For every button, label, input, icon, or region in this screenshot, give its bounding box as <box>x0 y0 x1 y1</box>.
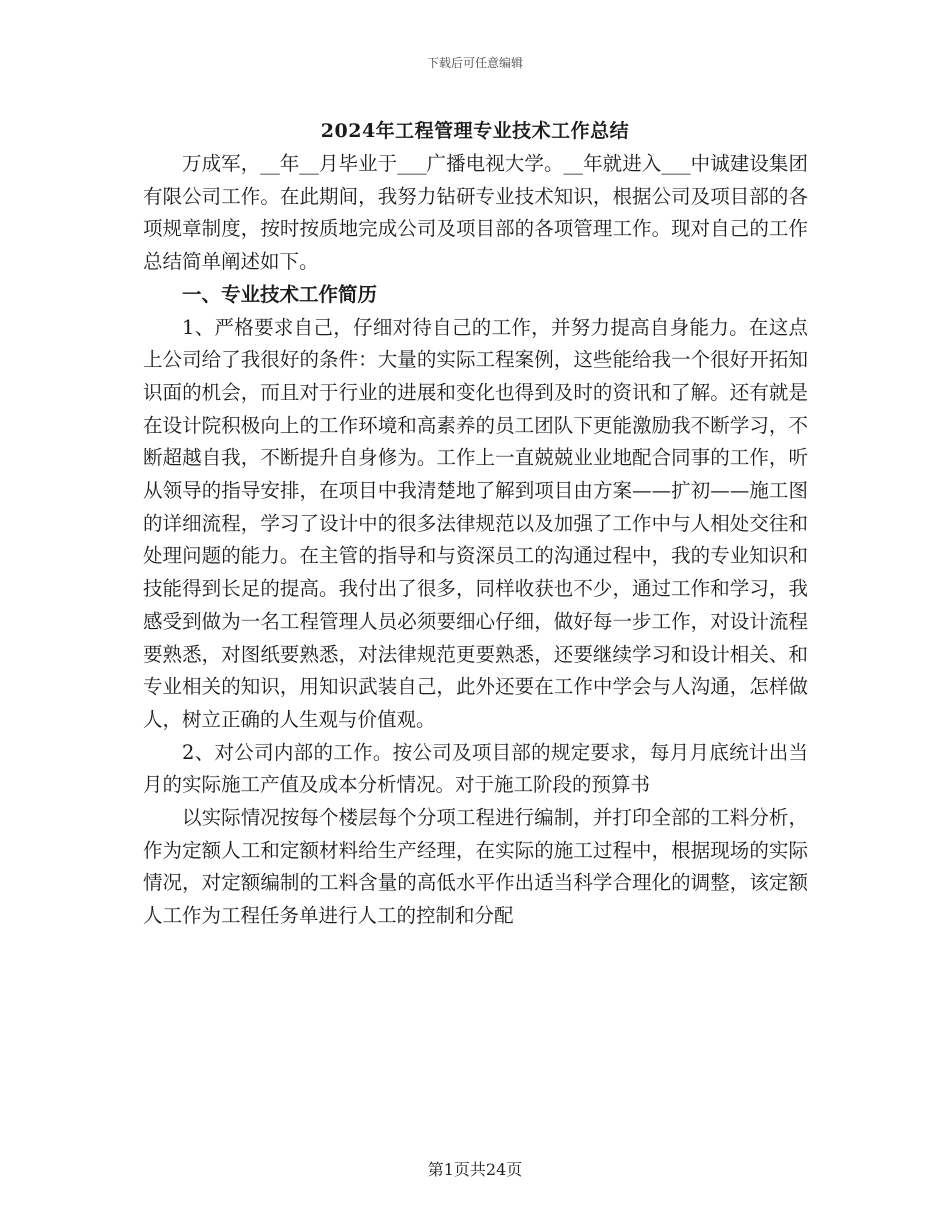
page-number-footer: 第1页共24页 <box>427 1160 523 1179</box>
paragraph-continuation: 以实际情况按每个楼层每个分项工程进行编制，并打印全部的工料分析，作为定额人工和定额材料给生产经理，在实际的施工过程中，根据现场的实际情况，对定额编制的工料含量的高低水平作出适当科学合理化的调整，该定额人工作为工程任务单进行人工的控制和分配 <box>143 806 808 928</box>
section-heading: 一、专业技术工作简历 <box>182 282 378 306</box>
paragraph-item-1: 1、严格要求自己，仔细对待自己的工作，并努力提高自身能力。在这点上公司给了我很好的条件：大量的实际工程案例，这些能给我一个很好开拓知识面的机会，而且对于行业的进展和变化也得到及时的资讯和了解。还有就是在设计院积极向上的工作环境和高素养的员工团队下更能激励我不断学习，不断超越自我，不断提升自身修为。工作上一直兢兢业业地配合同事的工作，听从领导的指导安排，在项目中我清楚地了解到项目由方案——扩初——施工图的详细流程，学习了设计中的很多法律规范以及加强了工作中与人相处交往和处理问题的能力。在主管的指导和与资深员工的沟通过程中，我的专业知识和技能得到长足的提高。我付出了很多，同样收获也不少，通过工作和学习，我感受到做为一名工程管理人员必须要细心仔细，做好每一步工作，对设计流程要熟悉，对图纸要熟悉，对法律规范更要熟悉，还要继续学习和设计相关、和专业相关的知识，用知识武装自己，此外还要在工作中学会与人沟通，怎样做人，树立正确的人生观与价值观。 <box>143 315 808 731</box>
document-title: 2024年工程管理专业技术工作总结 <box>320 120 630 142</box>
page-header-note: 下载后可任意编辑 <box>426 56 523 70</box>
paragraph-item-2: 2、对公司内部的工作。按公司及项目部的规定要求，每月月底统计出当月的实际施工产值及成本分析情况。对于施工阶段的预算书 <box>143 740 808 797</box>
paragraph-intro: 万成军，__年__月毕业于___广播电视大学。__年就进入___中诚建设集团有限公司工作。在此期间，我努力钻研专业技术知识，根据公司及项目部的各项规章制度，按时按质地完成公司及项目部的各项管理工作。现对自己的工作总结简单阐述如下。 <box>143 152 808 274</box>
document-body <box>143 148 808 933</box>
